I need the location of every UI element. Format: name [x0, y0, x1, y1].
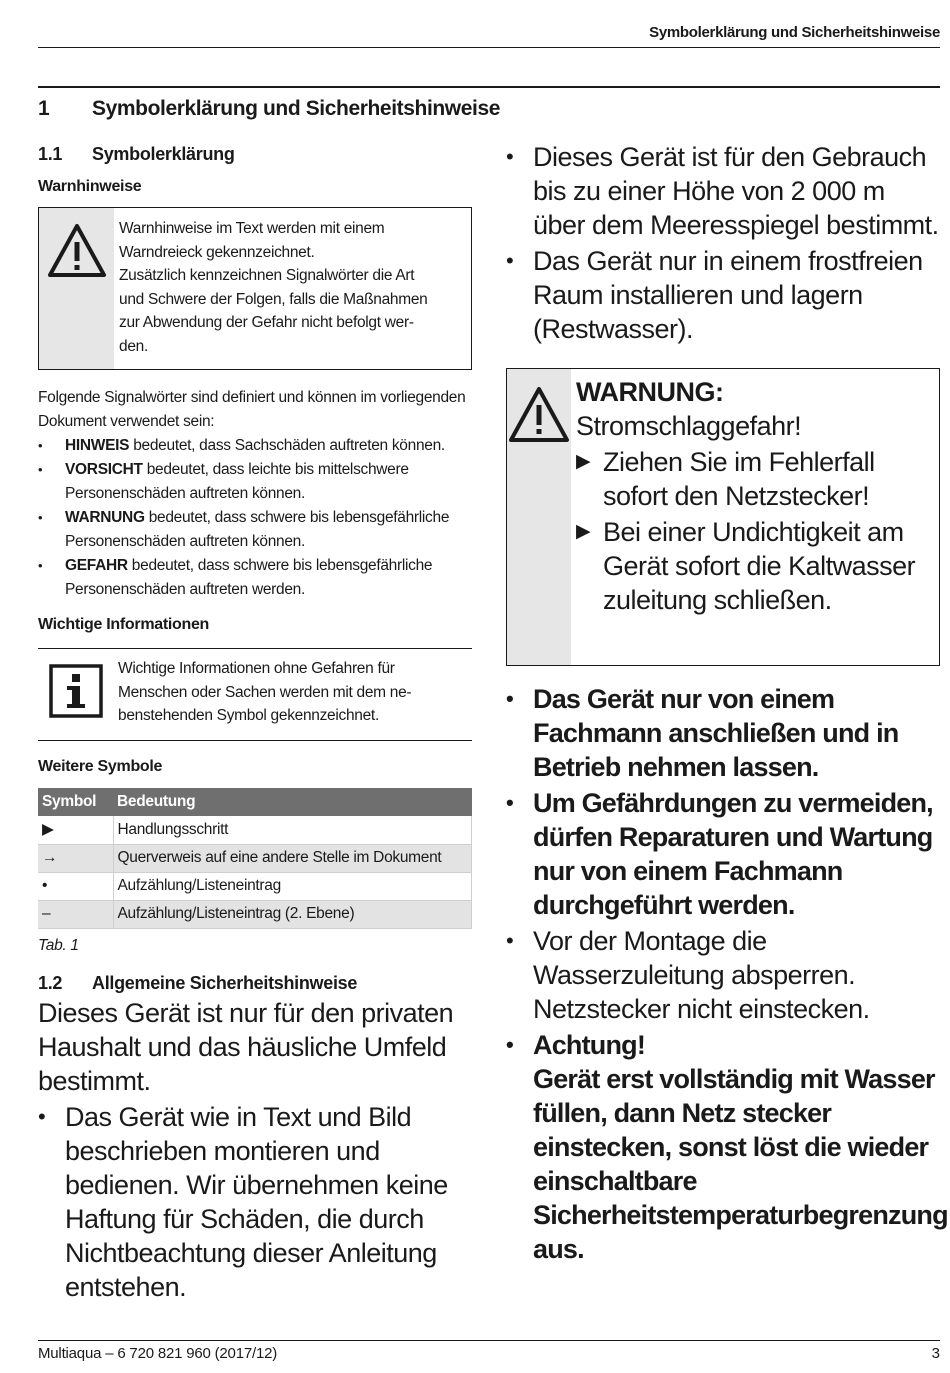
table-header-row: [38, 788, 472, 816]
action-step: ▶ Ziehen Sie im Fehlerfall sofort den Netzstecker!: [576, 445, 931, 513]
achtung-title: • Achtung!: [533, 1030, 646, 1060]
warning-icon-cell: [507, 369, 571, 665]
more-symbols-heading: Weitere Symbole: [38, 758, 163, 775]
warning-line: den.: [119, 337, 148, 355]
signal-words-list: [38, 434, 472, 602]
table-cell-meaning: Handlungsschritt: [113, 816, 472, 844]
warning-line: und Schwere der Folgen, falls die Maßnahmen: [119, 290, 428, 308]
info-icon: [49, 664, 103, 718]
table-header-symbol: Symbol: [38, 788, 113, 816]
section-rule: [38, 86, 940, 88]
list-item: • Das Gerät wie in Text und Bild beschrieben montieren und bedienen. Wir übernehmen keine Haftung für Schäden, die durch Nichtbeachtung dieser Anleitung entstehen.: [38, 1100, 472, 1304]
header-rule: [38, 47, 940, 48]
signal-description: bedeutet, dass Sachschäden auftreten können.: [129, 437, 445, 454]
section-title: Symbolerklärung und Sicherheitshinweise: [92, 97, 501, 120]
symbols-table: [38, 788, 472, 929]
warning-line: zur Abwendung der Gefahr nicht befolgt wer-: [119, 314, 414, 331]
signal-description: bedeutet, dass leichte bis mittelschwere Personenschäden auftreten können.: [65, 461, 409, 502]
subsection-number: 1.2: [38, 972, 63, 993]
footer-document-id: Multiaqua – 6 720 821 960 (2017/12): [38, 1345, 278, 1362]
safety-list-right-bottom: [506, 682, 948, 1266]
list-item: • Vor der Montage die Wasserzuleitung absperren. Netzstecker nicht einstecken.: [506, 924, 940, 1026]
table-header-meaning: Bedeutung: [113, 788, 472, 816]
subsection-title: Symbolerklärung: [92, 144, 235, 164]
warning-title: [576, 375, 931, 443]
warning-triangle-icon: [46, 222, 108, 280]
warning-signal-word: WARNUNG:: [576, 377, 724, 407]
subsection-heading-safety: [38, 973, 472, 994]
table-cell-meaning: Aufzählung/Listeneintrag: [113, 872, 472, 900]
section-heading: [38, 97, 500, 121]
electric-shock-warning-box: [506, 368, 940, 666]
signal-word: GEFAHR: [65, 557, 128, 574]
table-cell-symbol: –: [38, 900, 113, 928]
signal-word: WARNUNG: [65, 509, 145, 526]
list-item: • Das Gerät nur von einem Fachmann anschließen und in Betrieb nehmen lassen.: [506, 682, 940, 784]
table-cell-meaning: Querverweis auf eine andere Stelle im Dokument: [113, 844, 472, 872]
info-notice-box: [38, 648, 472, 741]
signal-description: bedeutet, dass schwere bis lebensgefährliche Personenschäden auftreten werden.: [65, 557, 433, 598]
table-row: [38, 844, 472, 872]
list-item: • Das Gerät nur in einem frostfreien Raum installieren und lagern (Restwasser).: [506, 244, 940, 346]
warning-triangle-icon: [507, 385, 571, 445]
list-item: • Dieses Gerät ist für den Gebrauch bis zu einer Höhe von 2 000 m über dem Meeresspiegel bestimmt.: [506, 140, 940, 242]
warning-content: [571, 369, 939, 665]
safety-intro: Dieses Gerät ist nur für den privaten Haushalt und das häusliche Umfeld bestimmt.: [38, 997, 454, 1096]
safety-list-left: [38, 1100, 472, 1304]
info-icon-cell: [38, 649, 113, 740]
list-item-achtung: [506, 1028, 948, 1266]
safety-list-right-top: [506, 140, 940, 346]
info-line: benstehenden Symbol gekennzeichnet.: [118, 707, 379, 724]
section-number: 1: [38, 97, 50, 120]
table-row: [38, 900, 472, 928]
page-number: 3: [931, 1345, 940, 1362]
table-row: [38, 816, 472, 844]
signal-word: VORSICHT: [65, 461, 143, 478]
table-row: [38, 872, 472, 900]
warning-line: Warndreieck gekennzeichnet.: [119, 243, 315, 261]
subsection-title: Allgemeine Sicherheitshinweise: [92, 972, 358, 993]
subsection-heading-symbols: [38, 144, 472, 178]
signal-words-intro: Folgende Signalwörter sind definiert und können im vorliegenden Dokument verwendet sein:: [38, 389, 466, 430]
running-header-title: Symbolerklärung und Sicherheitshinweise: [649, 24, 940, 41]
subsection-number: 1.1: [38, 144, 63, 164]
right-column: [506, 140, 948, 1268]
info-heading: Wichtige Informationen: [38, 616, 210, 633]
warning-line: Warnhinweise im Text werden mit einem: [119, 220, 385, 237]
achtung-text: Gerät erst vollständig mit Wasser füllen, dann Netz stecker einstecken, sonst löst die wieder einschaltbare Sicherheitstemperaturbegrenzung aus.: [533, 1064, 948, 1264]
signal-description: bedeutet, dass schwere bis lebensgefährliche Personenschäden auftreten können.: [65, 509, 450, 550]
list-item: • Um Gefährdungen zu vermeiden, dürfen Reparaturen und Wartung nur von einem Fachmann durchgeführt werden.: [506, 786, 940, 922]
info-notice-text: [113, 649, 421, 740]
table-cell-symbol: •: [38, 872, 113, 900]
signal-word: HINWEIS: [65, 437, 130, 454]
left-column: [38, 144, 472, 1306]
table-cell-meaning: Aufzählung/Listeneintrag (2. Ebene): [113, 900, 472, 928]
list-item: [38, 458, 472, 506]
warning-notice-text: [114, 208, 437, 369]
list-item: [38, 554, 472, 602]
info-line: Wichtige Informationen ohne Gefahren für: [118, 660, 395, 677]
table-caption: Tab. 1: [38, 936, 79, 954]
list-item: [38, 506, 472, 554]
action-step: ▶ Bei einer Undichtigkeit am Gerät sofort die Kaltwasser zuleitung schließen.: [576, 515, 931, 617]
table-cell-symbol: →: [38, 844, 113, 872]
table-cell-symbol: ▶: [38, 816, 113, 844]
warning-notice-box: [38, 207, 472, 370]
footer-rule: [38, 1340, 940, 1341]
warning-icon-cell: [39, 208, 114, 369]
info-line: Menschen oder Sachen werden mit dem ne-: [118, 683, 412, 701]
list-item: [38, 434, 472, 458]
warnings-heading: Warnhinweise: [38, 178, 142, 195]
warning-line: Zusätzlich kennzeichnen Signalwörter die Art: [119, 267, 415, 284]
warning-title-text: Stromschlaggefahr!: [576, 411, 802, 441]
